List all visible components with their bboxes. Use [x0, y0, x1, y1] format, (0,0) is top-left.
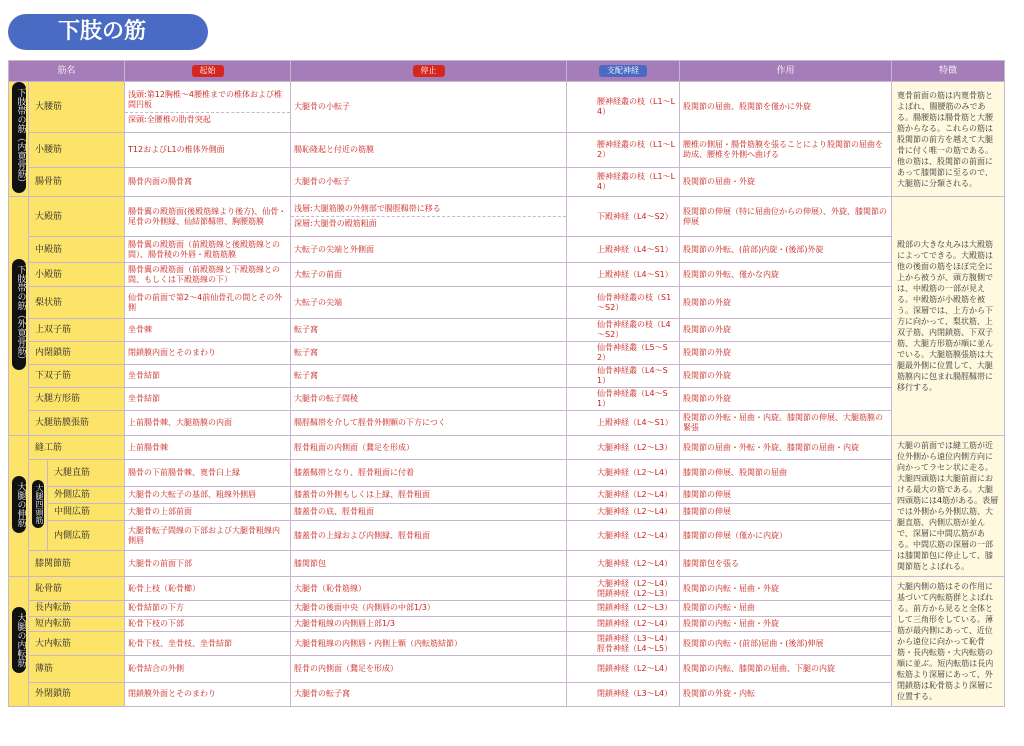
- cell-line: 大腿骨転子間線の下部および大腿骨粗線内側唇: [128, 525, 281, 545]
- group-label-cell: [9, 577, 29, 707]
- table-row: [9, 601, 1005, 616]
- cell-line: 閉鎖神経（L3～L4）: [597, 633, 673, 643]
- origin-cell: [125, 436, 291, 460]
- table-row: [9, 616, 1005, 631]
- header-origin: [125, 61, 291, 82]
- nerve-cell: 上殿神経（L4～S1）: [567, 411, 680, 436]
- table-row: [9, 521, 1005, 551]
- insertion-cell: 腸脛靱帯を介して脛骨外側顆の下方につく: [291, 411, 567, 436]
- muscle-name: 大腰筋: [29, 82, 125, 133]
- insertion-cell: 膝蓋骨の外側もしくは上縁、脛骨粗面: [291, 487, 567, 504]
- insertion-badge: 停止: [413, 65, 445, 77]
- insertion-cell: 膝関節包: [291, 551, 567, 577]
- nerve-cell: 上殿神経（L4～S1）: [567, 237, 680, 263]
- origin-cell: [125, 601, 291, 616]
- insertion-cell: 大腿骨の小転子: [291, 168, 567, 197]
- cell-line: 深層:大腿骨の殿筋粗面: [291, 216, 566, 229]
- origin-cell: [125, 263, 291, 287]
- muscle-name: 大殿筋: [29, 197, 125, 237]
- insertion-cell: 大転子の尖端: [291, 287, 567, 319]
- nerve-cell: 大腿神経（L2～L4）: [567, 460, 680, 487]
- action-cell: 股関節の屈曲・外旋: [680, 168, 892, 197]
- action-cell: 股関節の内転・屈曲・外旋: [680, 616, 892, 631]
- group-label: 大腿の内転筋: [12, 607, 26, 673]
- nerve-cell: [567, 577, 680, 601]
- insertion-cell: 腸恥隆起と付近の筋膜: [291, 133, 567, 168]
- cell-line: 腸骨の下前腸骨棘、寛骨臼上縁: [128, 468, 241, 477]
- cell-line: 腸骨翼の殿筋面(後殿筋線より後方)、仙骨・尾骨の外側縁、仙結節靱帯、胸腰筋膜: [128, 206, 287, 226]
- cell-line: 恥骨上枝（恥骨櫛）: [128, 583, 201, 593]
- origin-cell: [125, 504, 291, 521]
- origin-cell: [125, 460, 291, 487]
- page-title: 下肢の筋: [8, 14, 208, 50]
- insertion-cell: 転子窩: [291, 342, 567, 365]
- table-row: [9, 197, 1005, 237]
- insertion-cell: 大転子の尖端と外側面: [291, 237, 567, 263]
- insertion-cell: 大転子の前面: [291, 263, 567, 287]
- feature-cell: 寛骨前面の筋は内寛骨筋とよばれ、腸腰筋のみである。腸腰筋は腸骨筋と大腰筋からなる。これらの筋は股関節の前方を越えて大腿骨に付く唯一の筋である。他の筋は、股関節の前面にあって膝関節に至るので、大腿筋に分類される。: [892, 82, 1005, 197]
- action-cell: 腰椎の側屈・腸骨筋膜を張ることにより股関節の屈曲を助成、腰椎を外側へ曲げる: [680, 133, 892, 168]
- nerve-cell: 大腿神経（L2～L3）: [567, 436, 680, 460]
- action-cell: 膝関節包を張る: [680, 551, 892, 577]
- table-row: [9, 342, 1005, 365]
- cell-line: 浅層:大腿筋膜の外側部で腸脛靱帯に移る: [294, 204, 441, 213]
- group-label: 下肢帯の筋（内寛骨筋）: [12, 82, 26, 193]
- origin-cell: [125, 577, 291, 601]
- action-cell: 膝関節の伸展（僅かに内旋）: [680, 521, 892, 551]
- table-row: [9, 460, 1005, 487]
- muscle-name: 上双子筋: [29, 319, 125, 342]
- table-row: [9, 551, 1005, 577]
- muscle-name: 小腰筋: [29, 133, 125, 168]
- action-cell: 股関節の伸展（特に屈曲位からの伸展）、外旋、膝関節の伸展: [680, 197, 892, 237]
- action-cell: 膝関節の伸展、股関節の屈曲: [680, 460, 892, 487]
- header-nerve: [567, 61, 680, 82]
- action-cell: 膝関節の伸展: [680, 504, 892, 521]
- cell-line: 腸骨翼の殿筋面（前殿筋線と後殿筋線との間）、腸骨稜の外唇・殿筋筋膜: [128, 239, 281, 259]
- nerve-cell: [567, 631, 680, 655]
- cell-line: 閉鎖膜外面とそのまわり: [128, 689, 217, 699]
- muscle-name: 梨状筋: [29, 287, 125, 319]
- nerve-cell: 閉鎖神経（L2～L4）: [567, 656, 680, 682]
- cell-line: 深頭:全腰椎の肋骨突起: [125, 112, 290, 125]
- origin-cell: [125, 616, 291, 631]
- insertion-cell: 膝蓋骨の底、脛骨粗面: [291, 504, 567, 521]
- table-row: [9, 682, 1005, 706]
- muscle-name: 短内転筋: [29, 616, 125, 631]
- table-row: [9, 504, 1005, 521]
- cell-line: 坐骨結節: [128, 371, 161, 380]
- action-cell: 股関節の屈曲、股関節を僅かに外旋: [680, 82, 892, 133]
- muscle-name: 長内転筋: [29, 601, 125, 616]
- muscle-name: 大腿方形筋: [29, 388, 125, 411]
- cell-line: 腸骨内面の腸骨窩: [128, 177, 193, 187]
- origin-badge: 起始: [192, 65, 224, 77]
- insertion-cell: 膝蓋骨の上縁および内側縁、脛骨粗面: [291, 521, 567, 551]
- origin-cell: [125, 388, 291, 411]
- cell-line: 閉鎖神経（L2～L3）: [597, 588, 673, 598]
- origin-cell: [125, 319, 291, 342]
- insertion-cell: 大腿骨の小転子: [291, 82, 567, 133]
- action-cell: 股関節の外転、僅かな内旋: [680, 263, 892, 287]
- origin-cell: [125, 682, 291, 706]
- muscle-name: 外閉鎖筋: [29, 682, 125, 706]
- muscle-name: 中殿筋: [29, 237, 125, 263]
- feature-cell: 大腿の前面では縫工筋が近位外側から遠位内側方向に向かってラセン状に走る。大腿四頭筋は大腿前面における最大の筋である。大腿四頭筋には4筋がある。表層では外側から外側広筋、大腿直筋、内側広筋が並んで、深層に中間広筋がある。中間広筋の深層の一部は膝関節包に停止して、膝関節筋とよばれる。: [892, 436, 1005, 577]
- muscle-name: 大内転筋: [29, 631, 125, 655]
- cell-line: 大腿骨の前面下部: [128, 558, 193, 568]
- cell-line: 脛骨神経（L4～L5）: [597, 643, 673, 653]
- table-row: [9, 411, 1005, 436]
- action-cell: 股関節の内転、膝関節の屈曲、下腿の内旋: [680, 656, 892, 682]
- insertion-cell: 脛骨粗面の内側面（鵞足を形成）: [291, 436, 567, 460]
- subgroup-label-cell: [29, 460, 48, 551]
- table-row: [9, 237, 1005, 263]
- action-cell: 股関節の屈曲・外転・外旋、膝関節の屈曲・内旋: [680, 436, 892, 460]
- origin-cell: [125, 521, 291, 551]
- origin-cell: [125, 287, 291, 319]
- insertion-cell: 転子窩: [291, 319, 567, 342]
- action-cell: 股関節の外旋: [680, 287, 892, 319]
- action-cell: 股関節の外転、(前部)内旋・(後部)外旋: [680, 237, 892, 263]
- header-feature: 特徴: [892, 61, 1005, 82]
- nerve-cell: 仙骨神経叢の枝（S1～S2）: [567, 287, 680, 319]
- origin-cell: [125, 237, 291, 263]
- action-cell: 股関節の外旋: [680, 342, 892, 365]
- action-cell: 股関節の外旋: [680, 388, 892, 411]
- cell-line: 上前腸骨棘: [128, 442, 169, 452]
- muscle-name: 縫工筋: [29, 436, 125, 460]
- origin-cell: [125, 133, 291, 168]
- table-row: [9, 319, 1005, 342]
- table-row: [9, 487, 1005, 504]
- action-cell: 股関節の内転・(前部)屈曲・(後部)伸展: [680, 631, 892, 655]
- muscle-name: 小殿筋: [29, 263, 125, 287]
- cell-line: 恥骨結節の下方: [128, 603, 185, 613]
- insertion-cell: 大腿骨の転子窩: [291, 682, 567, 706]
- insertion-cell: 大腿骨粗線の内側唇上部1/3: [291, 616, 567, 631]
- muscle-name: 内閉鎖筋: [29, 342, 125, 365]
- nerve-cell: 仙骨神経叢の枝（L4～S2）: [567, 319, 680, 342]
- insertion-cell: 大腿骨粗線の内側唇・内側上顆（内転筋結節）: [291, 631, 567, 655]
- nerve-cell: 大腿神経（L2～L4）: [567, 521, 680, 551]
- nerve-cell: 仙骨神経叢（L5～S2）: [567, 342, 680, 365]
- group-label-cell: [9, 82, 29, 197]
- table-row: [9, 436, 1005, 460]
- muscle-name: 外側広筋: [48, 487, 125, 504]
- nerve-cell: 仙骨神経叢（L4～S1）: [567, 388, 680, 411]
- table-row: [9, 82, 1005, 133]
- origin-cell: [125, 656, 291, 682]
- nerve-cell: 大腿神経（L2～L4）: [567, 551, 680, 577]
- table-row: [9, 287, 1005, 319]
- muscle-table: [8, 60, 1005, 707]
- cell-line: 恥骨結合の外側: [128, 663, 185, 673]
- muscle-name: 膝関節筋: [29, 551, 125, 577]
- origin-cell: [125, 365, 291, 388]
- origin-cell: [125, 82, 291, 133]
- nerve-cell: 大腿神経（L2～L4）: [567, 504, 680, 521]
- origin-cell: [125, 631, 291, 655]
- cell-line: 浅頭:第12胸椎～4腰椎までの椎体および椎間円板: [128, 89, 282, 109]
- origin-cell: [125, 551, 291, 577]
- muscle-name: 内側広筋: [48, 521, 125, 551]
- subgroup-label: 大腿四頭筋: [32, 480, 44, 528]
- nerve-cell: 上殿神経（L4～S1）: [567, 263, 680, 287]
- origin-cell: [125, 487, 291, 504]
- action-cell: 膝関節の伸展: [680, 487, 892, 504]
- header-insertion: [291, 61, 567, 82]
- group-label-cell: [9, 436, 29, 577]
- muscle-name: 下双子筋: [29, 365, 125, 388]
- table-row: [9, 388, 1005, 411]
- feature-cell: 大腿内側の筋はその作用に基づいて内転筋群とよばれる。前方から見ると全体として三角形をしている。薄筋が最内側にあって、近位から遠位に向かって恥骨筋・長内転筋・大内転筋の順に並ぶ。短内転筋は長内転筋より深層にあって、外閉鎖筋は恥骨筋より深層に位置する。: [892, 577, 1005, 707]
- muscle-name: 大腿筋膜張筋: [29, 411, 125, 436]
- action-cell: 股関節の外旋・内転: [680, 682, 892, 706]
- insertion-cell: 大腿骨の転子間稜: [291, 388, 567, 411]
- cell-line: 坐骨結節: [128, 394, 161, 403]
- cell-line: 恥骨下枝、坐骨枝、坐骨結節: [128, 638, 233, 648]
- nerve-badge: 支配神経: [599, 65, 647, 77]
- insertion-cell: 転子窩: [291, 365, 567, 388]
- cell-line: 腸骨翼の殿筋面（前殿筋線と下殿筋線との間、もしくは下殿筋線の下）: [128, 264, 281, 284]
- group-label-cell: [9, 197, 29, 436]
- cell-line: 仙骨の前面で第2～4前仙骨孔の間とその外側: [128, 292, 283, 312]
- table-row: [9, 168, 1005, 197]
- action-cell: 股関節の外旋: [680, 365, 892, 388]
- cell-line: 大腿骨の大転子の基部、粗線外側唇: [128, 490, 257, 499]
- insertion-cell: [291, 197, 567, 237]
- table-row: [9, 656, 1005, 682]
- table-row: [9, 263, 1005, 287]
- action-cell: 股関節の外転・屈曲・内旋。膝関節の伸展、大腿筋膜の緊張: [680, 411, 892, 436]
- origin-cell: [125, 342, 291, 365]
- nerve-cell: 腰神経叢の枝（L1～L4）: [567, 168, 680, 197]
- feature-cell: 殿部の大きな丸みは大殿筋によってできる。大殿筋は他の後面の筋をほぼ完全に上から被うが、頭方腹側では、中殿筋の一部が見える。中殿筋が小殿筋を被う。深層では、上方から下方に向かって、梨状筋、上双子筋、内閉鎖筋、下双子筋、大腿方形筋が順に並んでいる。大腿筋膜張筋は大腿最外側に位置して、大腿筋膜内に包まれ腸脛靱帯に移行する。: [892, 197, 1005, 436]
- table-row: [9, 577, 1005, 601]
- muscle-name: 中間広筋: [48, 504, 125, 521]
- table-header: [9, 61, 1005, 82]
- header-name: 筋名: [9, 61, 125, 82]
- group-label: 大腿の伸筋: [12, 476, 26, 533]
- nerve-cell: 仙骨神経叢（L4～S1）: [567, 365, 680, 388]
- cell-line: 閉鎖膜内面とそのまわり: [128, 348, 217, 357]
- insertion-cell: 大腿骨の後面中央（内側唇の中部1/3）: [291, 601, 567, 616]
- action-cell: 股関節の内転・屈曲: [680, 601, 892, 616]
- table-row: [9, 133, 1005, 168]
- nerve-cell: 閉鎖神経（L2～L4）: [567, 616, 680, 631]
- cell-line: 上前腸骨棘、大腿筋膜の内面: [128, 418, 233, 427]
- action-cell: 股関節の内転・屈曲・外旋: [680, 577, 892, 601]
- insertion-cell: 膝蓋靱帯となり、脛骨粗面に付着: [291, 460, 567, 487]
- nerve-cell: 腰神経叢の枝（L1～L4）: [567, 82, 680, 133]
- insertion-cell: 大腿骨（恥骨筋線）: [291, 577, 567, 601]
- muscle-name: 大腿直筋: [48, 460, 125, 487]
- nerve-cell: 腰神経叢の枝（L1～L2）: [567, 133, 680, 168]
- group-label: 下肢帯の筋（外寛骨筋）: [12, 259, 26, 370]
- insertion-cell: 脛骨の内側面（鵞足を形成）: [291, 656, 567, 682]
- origin-cell: [125, 411, 291, 436]
- cell-line: 坐骨棘: [128, 325, 153, 334]
- cell-line: 大腿神経（L2～L4）: [597, 578, 673, 588]
- nerve-cell: 大腿神経（L2～L4）: [567, 487, 680, 504]
- nerve-cell: 閉鎖神経（L3～L4）: [567, 682, 680, 706]
- table-row: [9, 365, 1005, 388]
- muscle-name: 薄筋: [29, 656, 125, 682]
- cell-line: 大腿骨の上部前面: [128, 507, 193, 516]
- cell-line: 恥骨下枝の下部: [128, 618, 185, 628]
- header-action: 作用: [680, 61, 892, 82]
- cell-line: T12およびL1の椎体外側面: [128, 145, 225, 155]
- table-row: [9, 631, 1005, 655]
- origin-cell: [125, 168, 291, 197]
- origin-cell: [125, 197, 291, 237]
- nerve-cell: 下殿神経（L4～S2）: [567, 197, 680, 237]
- nerve-cell: 閉鎖神経（L2～L3）: [567, 601, 680, 616]
- action-cell: 股関節の外旋: [680, 319, 892, 342]
- muscle-name: 恥骨筋: [29, 577, 125, 601]
- muscle-name: 腸骨筋: [29, 168, 125, 197]
